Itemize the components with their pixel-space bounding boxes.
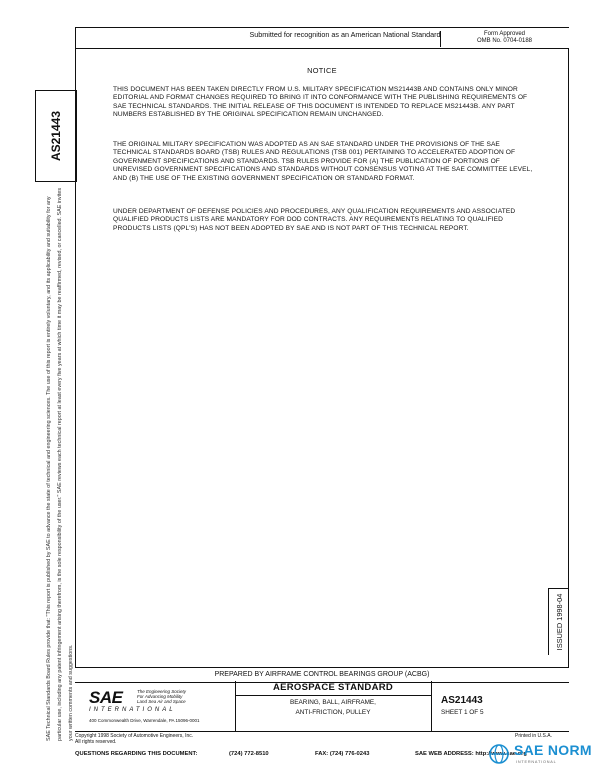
sae-norm-watermark (486, 740, 598, 770)
notice-paragraph-2: THE ORIGINAL MILITARY SPECIFICATION WAS ADOPTED AS AN SAE STANDARD UNDER THE PROVISIONS OF THE SAE TECHNICAL STANDARDS BOARD (TSB) RULES AND REGULATIONS (TSB 001) PERTAINING TO ACCELERATED ADOPTION OF GOVERNMENT SPECIFICATIONS AND STANDARDS. TSB RULES PROVIDE FOR (A) THE PUBLICATION OF PORTIONS OF UNREVISED GOVERNMENT SPECIFICATIONS AND STANDARDS WITHOUT CONSENSUS VOTING AT THE SAE COMMITTEE LEVEL, AND (B) THE USE OF THE EXISTING GOVERNMENT SPECIFICATION OR STANDARD FORMAT. (113, 141, 533, 182)
side-doc-number-box (35, 90, 77, 182)
submitted-text: Submitted for recognition as an American National Standard (249, 30, 441, 39)
title-block (75, 681, 569, 732)
frame-top-rule (75, 27, 569, 28)
part-name-line-2: ANTI-FRICTION, PULLEY (295, 709, 371, 716)
questions-label: QUESTIONS REGARDING THIS DOCUMENT: (75, 751, 198, 757)
sae-tagline-line: Land Sea Air and Space (137, 699, 186, 704)
frame-right-rule (568, 48, 569, 667)
globe-icon (486, 743, 512, 765)
side-doc-number: AS21443 (49, 110, 63, 162)
rights-line: All rights reserved. (75, 739, 117, 745)
prepared-by: PREPARED BY AIRFRAME CONTROL BEARINGS GROUP (ACBG) (75, 667, 569, 683)
form-approved-box (440, 31, 568, 47)
sae-international: INTERNATIONAL (89, 707, 176, 713)
watermark-subtext: INTERNATIONAL (516, 760, 557, 764)
phone-number: (724) 772-8510 (229, 751, 269, 757)
notice-paragraph-3: UNDER DEPARTMENT OF DEFENSE POLICIES AND PROCEDURES, ANY QUALIFICATION REQUIREMENTS AND ASSOCIATED QUALIFIED PRODUCTS LISTS ARE MANDATORY FOR DOD CONTRACTS. ANY REQUIREMENTS RELATING TO QUALIFIED PRODUCTS LISTS (QPL'S) HAS NOT BEEN ADOPTED BY SAE AND IS NOT PART OF THIS TECHNICAL REPORT. (113, 208, 516, 232)
side-disclaimer-text: SAE Technical Standards Board Rules provide that: "This report is published by SAE to advance the state of technical and engineering sciences. The use of this report is entirely voluntary, and its applicability and suitability for any particular use, including any patent infringement arising therefrom, is the sole responsibility of the user." SAE reviews each technical report at least every five years at which time it may be reaffirmed, revised, or cancelled. SAE invites your written comments and suggestions. (46, 187, 74, 741)
standard-title: AEROSPACE STANDARD (235, 681, 431, 696)
doc-number-cell (431, 681, 569, 731)
sheet-number: SHEET 1 OF 5 (441, 709, 484, 716)
watermark-text: SAE NORM (514, 742, 592, 758)
copyright (75, 733, 193, 745)
sae-logo-cell (75, 681, 236, 731)
part-name-line-1: BEARING, BALL, AIRFRAME, (290, 699, 376, 706)
notice-title: NOTICE (307, 66, 337, 75)
title-block-doc-number: AS21443 (441, 695, 483, 706)
sae-tagline-line: The Engineering Society (137, 689, 187, 694)
notice-paragraph-1: THIS DOCUMENT HAS BEEN TAKEN DIRECTLY FROM U.S. MILITARY SPECIFICATION MS21443B AND CONTAINS ONLY MINOR EDITORIAL AND FORMAT CHANGES REQUIRED TO BRING IT INTO CONFORMANCE WITH THE PUBLISHING REQUIREMENTS OF SAE TECHNICAL STANDARDS. THE INITIAL RELEASE OF THIS DOCUMENT IS INTENDED TO REPLACE MS21443B. ANY PART NUMBERS ESTABLISHED BY THE ORIGINAL SPECIFICATION REMAIN UNCHANGED. (113, 86, 528, 119)
fax-number: FAX: (724) 776-0243 (315, 751, 370, 757)
issued-date: ISSUED 1998-04 (554, 593, 564, 651)
header-divider (75, 48, 569, 49)
web-address-link[interactable]: SAE WEB ADDRESS: http://www.sae.org (415, 751, 527, 757)
printed-in: Printed in U.S.A. (515, 733, 552, 739)
form-approved-label: Form Approved (483, 31, 526, 37)
sae-tagline-line: For Advancing Mobility (137, 694, 183, 699)
copyright-line: Copyright 1998 Society of Automotive Engineers, Inc. (75, 733, 194, 739)
sae-address: 400 Commonwealth Drive, Warrendale, PA 15096-0001 (89, 718, 200, 723)
omb-number: OMB No. 0704-0188 (476, 38, 533, 44)
sae-logo: SAE (89, 688, 123, 707)
standard-title-cell (235, 681, 432, 731)
sae-tagline (137, 689, 186, 704)
issued-box (548, 588, 569, 655)
